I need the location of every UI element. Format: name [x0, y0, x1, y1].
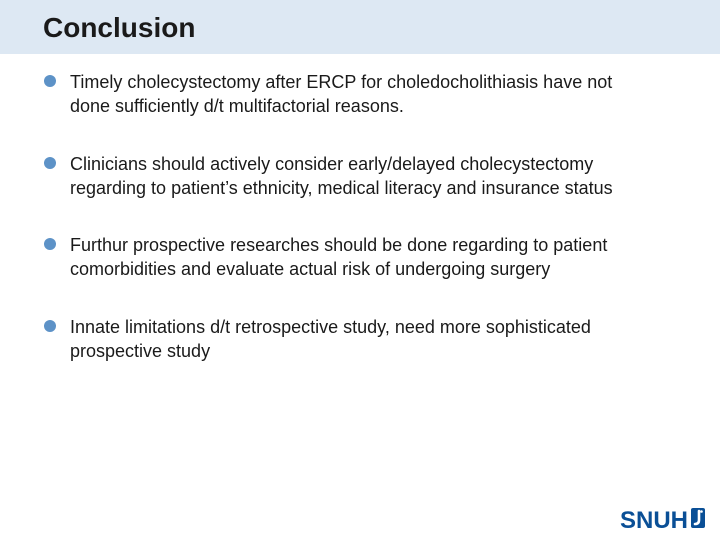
bullet-line: Furthur prospective researches should be done regarding to patient [70, 235, 608, 255]
bullet-text [70, 315, 690, 363]
snuh-logo [620, 506, 706, 542]
bullet-line: comorbidities and evaluate actual risk of undergoing surgery [70, 259, 551, 279]
bullet-line: Innate limitations d/t retrospective study, need more sophisticated [70, 317, 591, 337]
bullet-text [70, 152, 690, 200]
bullet-dot-icon [44, 75, 56, 87]
title-bar [0, 0, 720, 54]
bullet-text [70, 70, 690, 118]
bullet-line: Timely cholecystectomy after ERCP for choledocholithiasis have not [70, 72, 613, 92]
snuh-emblem-icon [690, 507, 706, 529]
bullet-line: prospective study [70, 341, 211, 361]
bullet-line: regarding to patient’s ethnicity, medical literacy and insurance status [70, 178, 613, 198]
bullet-dot-icon [44, 320, 56, 332]
bullet-text [70, 233, 690, 281]
logo-text: SNUH [620, 507, 689, 534]
slide-title: Conclusion [43, 12, 196, 43]
bullet-dot-icon [44, 238, 56, 250]
bullet-dot-icon [44, 157, 56, 169]
bullet-line: Clinicians should actively consider early/delayed cholecystectomy [70, 154, 594, 174]
bullet-line: done sufficiently d/t multifactorial reasons. [70, 96, 404, 116]
